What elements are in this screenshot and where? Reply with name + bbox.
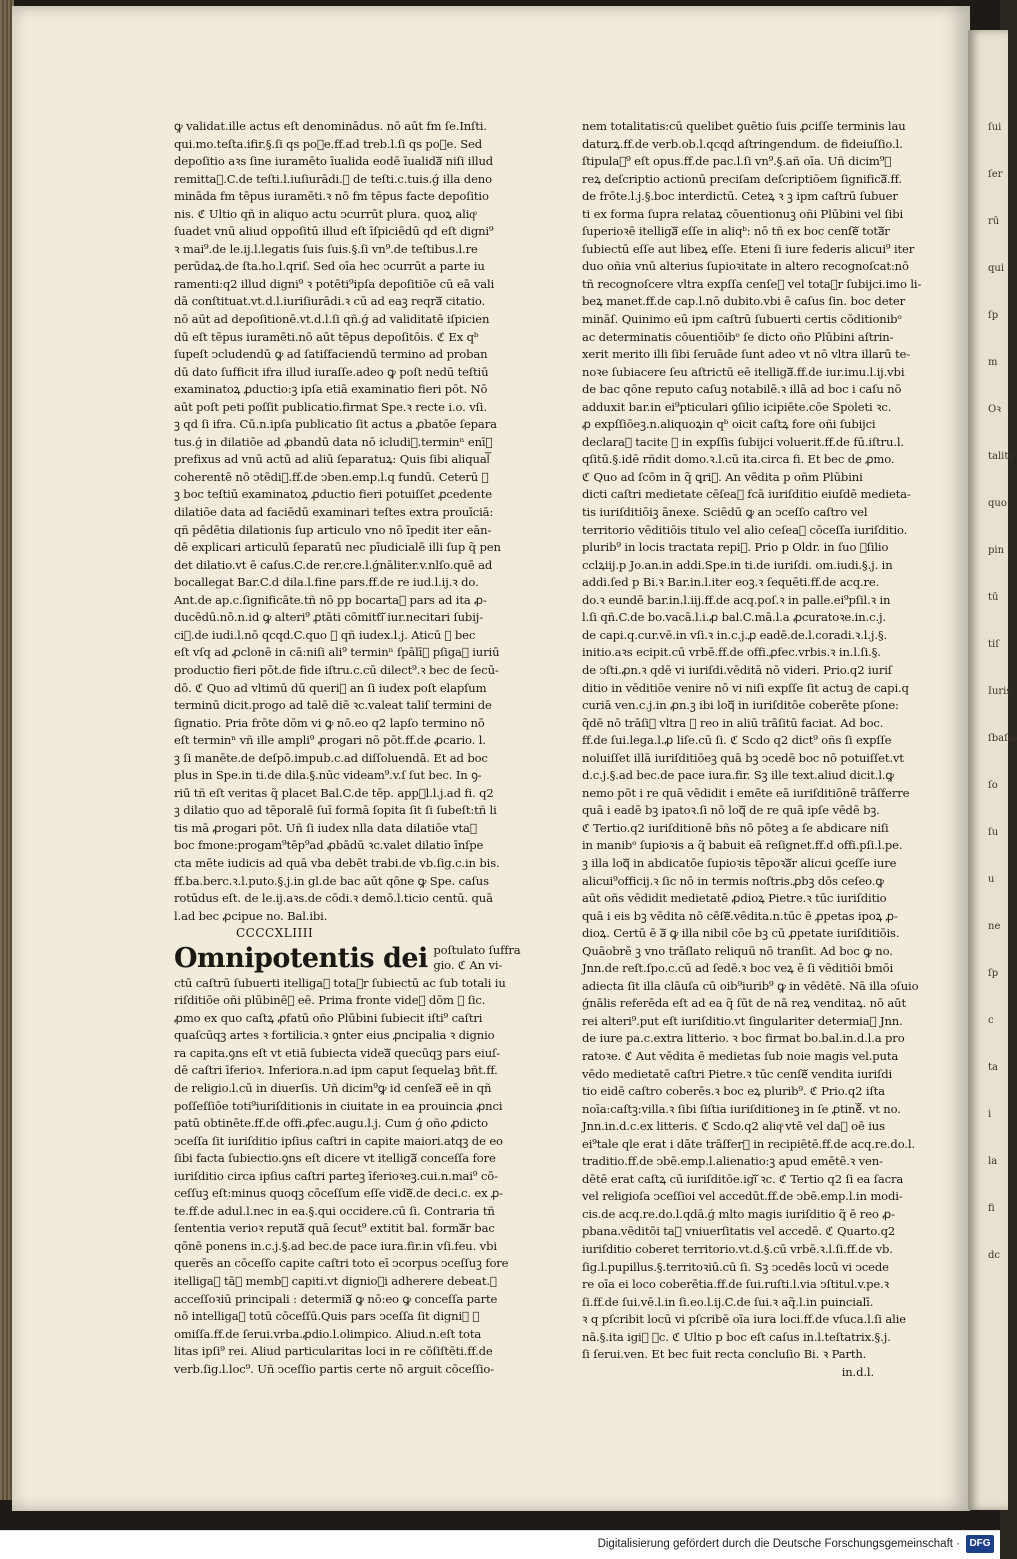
text-line: ſententia verioꝛ reputaᷓ quā ſecut⁹ extitit bal. formaᷓr bac <box>174 1221 495 1236</box>
text-line: noīa:caſtꝫ:villa.ꝛ ſibi ſiſtia iuriſditioneꝫ in ſe ꝓtinēᷓ. vt no. <box>582 1101 901 1116</box>
text-line: riſditiōe oñi plūbinēᷓ eē. Prima fronte videᷓ dōm ꝙ ſic. <box>174 993 486 1008</box>
text-line: dicti caſtri medietate cēſeaᷓ fcā iuriſditio eiuſdē medieta- <box>582 487 911 502</box>
text-line: Ant.de ap.c.ſignificāte.tñ nō pp bocartaᷓ pars ad ita ꝓ- <box>174 592 487 607</box>
left-column <box>174 118 519 1378</box>
facing-page-fragment: Iuris <box>988 686 1012 697</box>
facing-page-fragment: Oꝛ <box>988 404 1001 415</box>
text-line: examinatoꝝ ꝓductio:ꝫ ipſa etiā examinatio fieri pōt. Nō <box>174 382 488 397</box>
text-line: Quāobrē ꝫ vno trāſlato reliquū nō tranſit. Ad boc ꝙ no. <box>582 943 893 958</box>
text-line: initio.aꝛs ecipit.cū vrbē.ff.de offi.ꝓfec.vrbis.ꝛ in.l.ſi.§. <box>582 645 881 660</box>
text-line: aūt poſt peti poſſit publicatio.firmat Spe.ꝛ recte i.o. vſi. <box>174 399 487 414</box>
facing-page-fragment: tū <box>988 592 999 603</box>
text-line: rotūdus eſt. de le.ij.aꝛs.de cōdi.ꝛ demō.l.ticio centū. quā <box>174 891 493 906</box>
text-line: vel religioſa ↄceſſioi vel accedūt.ff.de ↄbē.emp.l.in modi- <box>582 1189 903 1204</box>
text-line: d.c.j.§.ad bec.de pace iura.fir. Sꝫ ille text.aliud dicit.l.ꝙ <box>582 768 894 783</box>
text-line: tus.ǵ in dilatiōe ad ꝓbandū data nō icludiᷓ.terminⁿ enīꝫ <box>174 434 493 449</box>
facing-page-fragment: m <box>988 357 998 368</box>
text-line: verb.ſig.l.loc⁹. Uñ ↄceſſio partis certe nō arguit cōceſſio- <box>174 1361 495 1376</box>
text-line: ctū caſtrū ſubuerti itelligaᷓ totaᷓr ſubiectū ac ſub totali iu <box>174 975 506 990</box>
text-line: ꝓ expſſiōeꝫ.n.aliquoꝝin qᵇ oicit caſtꝝ fore oñi ſubijci <box>582 417 876 432</box>
text-line: mināſ. Quinimo eū ipm caſtrū ſubuerti certis cōditionibᵒ <box>582 312 902 327</box>
facing-page-fragment: pin <box>988 545 1005 556</box>
text-line: territorio vēditiōis titulo vel alio ceſeaᷓ cōceſſa iuriſditio. <box>582 522 908 537</box>
text-line: l.ſi qñ.C.de bo.vacā.l.i.ꝓ bal.C.mā.l.a ꝓcuratoꝛe.in.c.j. <box>582 610 886 625</box>
facing-page-fragment: ſui <box>988 122 1002 133</box>
text-line: tis iuriſditiōiꝫ āneⅹe. Sciēdū ꝙ an ↄceſſo caſtro vel <box>582 505 868 520</box>
text-line: ciᷓ.de iudi.l.nō qcqd.C.quo ꝛ qñ iudex.l.j. Aticū ꝙ bec <box>174 627 476 642</box>
text-line: quaſcūqꝫ artes ꝛ fortilicia.ꝛ ꝯnter eius ꝓncipalia ꝛ dignio <box>174 1028 495 1043</box>
text-line: productio fieri pōt.de fide iſtru.c.cū dilect⁹.ꝛ bec de ſecū- <box>174 662 499 677</box>
facing-page-fragment: ſbaſio <box>988 733 1017 744</box>
text-line: ꝫ qd ſi ifra. Cū.n.ipſa publicatio ſit actus a ꝓbatōe ſepara <box>174 417 497 432</box>
text-line: cta mēte iudicis ad quā vba debēt trabi.de vb.ſig.c.in bis. <box>174 855 500 870</box>
text-line: vēdo medietatē caſtri Pietre.ꝛ tūc cenſeᷓ vendita iuriſdi <box>582 1066 893 1081</box>
text-line: omiſſa.ff.de ſerui.vrba.ꝓdio.l.olimpico. Aliud.n.eſt tota <box>174 1326 482 1341</box>
text-line: addi.ſed p Bi.ꝛ Bar.in.l.iter eoꝫ.ꝛ ſequēti.ff.de acq.re. <box>582 575 880 590</box>
text-line: reꝝ deſcriptio actionū preciſam deſcriptiōem ſignificaᷓ.ff. <box>582 171 902 186</box>
text-line: eſt vſq ad ꝓclonē in cā:niſi ali⁹ terminⁿ ſpālīᷓ pſigaᷓ iuriū <box>174 645 500 660</box>
text-line: nis. ℭ Ultio qñ in aliquo actu ↄcurrūt plura. quoꝝ aliqͦ <box>174 206 475 221</box>
facing-page-fragment: i <box>988 1109 992 1120</box>
left-column-text <box>174 118 519 925</box>
text-line: Jnn.in.d.c.ex litteris. ℭ Scdo.q2 aliqͦ vtē vel daᷓ oē ius <box>582 1119 885 1134</box>
text-line: eſt terminⁿ vñ ille ampli⁹ ꝓrogari nō pōt.ff.de ꝓcario. l. <box>174 733 486 748</box>
text-line: ff.de ſui.lega.l.ꝓ liſe.cū ſi. ℭ Scdo q2 dict⁹ oñs ſi expſſe <box>582 733 892 748</box>
text-line: quā i eadē bꝫ ipatoꝛ.ſi nō loqᷓ de re quā ipſe vēdē bꝫ. <box>582 803 880 818</box>
text-line: dū dato ſufficit ifra illud iuraſſe.adeo ꝙ poſt nedū teſtiū <box>174 364 489 379</box>
text-line: de iure pa.c.extra litterio. ꝛ boc firmat bo.bal.in.d.l.a pro <box>582 1031 905 1046</box>
text-line: de bac qōne reputo caſuꝫ notabilē.ꝛ illā ad boc i caſu nō <box>582 382 902 397</box>
text-line: ꝫ dilatio quo ad tēporalē ſuī formā ſopita ſit ſi ſubeſt:tñ li <box>174 803 497 818</box>
text-line: cis.de acq.re.do.l.qdā.ǵ mlto magis iuriſditio q̃ ē reo ꝓ- <box>582 1206 895 1221</box>
text-line: ꝫ boc teſtiū examinatoꝝ ꝓductio fieri potuiſſet ꝓcedente <box>174 487 492 502</box>
text-line: nō intelligaᷓ totū cōceſſū.Quis pars ↄceſſa ſit digniꝛ ꝙ <box>174 1309 480 1324</box>
catchword-line <box>582 1364 910 1382</box>
text-line: ſuperioꝛē itelligaᷓ eſſe in aliqᵇ: nō tñ ex boc cenſeᷓ totaᷓr <box>582 224 890 239</box>
facing-page-fragment: ſp <box>988 968 999 979</box>
text-line: ſi ſerui.ven. Et bec fuit recta concluſio Bi. ꝛ Parth. <box>582 1347 867 1362</box>
text-line: beꝝ manet.ff.de cap.l.nō dubito.vbi ē caſus ſin. boc deter <box>582 294 906 309</box>
text-line: qñ pēdētia dilationis ſup articulo vno nō īpedit iter eān- <box>174 522 492 537</box>
facing-page-fragment: ſer <box>988 169 1003 180</box>
text-line: q̃dē nō trāſiᷓ vltra ꝙ reo in aliū trāſitū faciat. Ad boc. <box>582 715 884 730</box>
text-line: poſſeſſiōe toti⁹iuriſditionis in ciuitate in ea prouincia ꝓnci <box>174 1098 503 1113</box>
text-line: alicui⁹officij.ꝛ ſic nō in termis noſtris.ꝓbꝫ dōs ceſeo.ꝙ <box>582 873 884 888</box>
text-line: de religio.l.cū in diuerſis. Uñ dicim⁹ꝙ id cenſeaᷓ eē in qñ <box>174 1080 492 1095</box>
text-line: plurib⁹ in locis tractata repiᷓ. Prio p Oldr. in ſuo ꝯſilio <box>582 540 889 555</box>
text-line: perūdaꝝ.de ſta.ho.l.qriſ. Sed oīa hec ↄcurrūt a parte iu <box>174 259 485 274</box>
text-line: tis mā ꝓrogari pōt. Uñ ſi iudex nlla data dilatiōe vtaᷓ <box>174 820 477 835</box>
text-line: ǵnālis referēda eſt ad ea q̃ ſūt de nā reꝝ venditaꝝ. nō aūt <box>582 996 906 1011</box>
text-line: mināda fm tēpus iuramēti.ꝛ nō fm tēpus facte depoſitio <box>174 189 489 204</box>
text-line: prefixus ad vnū actū ad aliū ſeparatuꝝ: Quis ſibi aliqualᷓ <box>174 452 490 467</box>
section-heading <box>174 943 519 975</box>
facing-page-fragment: tiſ <box>988 639 999 650</box>
right-column-text <box>582 118 922 1364</box>
facing-page-fragment: ne <box>988 921 1001 932</box>
text-line: ſtipulaᷓ⁹ eſt opus.ff.de pac.l.ſi vn⁹.§.añ oīa. Uñ dicim⁹ꝙ <box>582 154 892 169</box>
text-line: ↄceſſa ſit iuriſditio ipſius caſtri in capite maiori.atqꝫ de eo <box>174 1133 503 1148</box>
text-line: de ↄſti.ꝓn.ꝛ qdē vi iuriſdi.vēditā nō videri. Prio.q2 iuriſ <box>582 662 892 677</box>
text-line: ꝛ mai⁹.de le.ij.l.legatis ſuis ſuis.§.ſi vn⁹.de teſtibus.l.re <box>174 241 478 256</box>
text-line: patū obtinēte.ff.de offi.ꝓfec.augu.l.j. Cum ǵ oño ꝓdicto <box>174 1116 488 1131</box>
text-line: ℭ Quo ad ſcōm in q̃ ꝗriᷓ. An vēdita p oñm Plūbini <box>582 469 863 484</box>
text-line: cclꝝiij.p Jo.an.in addi.Spe.in ti.de iuriſdi. om.iudi.§.j. in <box>582 557 893 572</box>
text-line: ſubiectū eſſe aut libeꝝ eſſe. Eteni ſi iure federis alicui⁹ iter <box>582 241 915 256</box>
text-line: pbana.vēditōi taᷓ vniuerſitatis vel accedē. ℭ Quarto.q2 <box>582 1224 896 1239</box>
text-line: dilatiōe data ad faciēdū examinari teſtes extra prouīciā: <box>174 505 494 520</box>
text-line: ſibi facta ſubiectio.ꝯns eſt dicere vt itelligaᷓ conceſſa fore <box>174 1151 496 1166</box>
facing-page-fragment: tality <box>988 451 1015 462</box>
text-line: dū eſt tēpus iuramēti.nō aūt tēpus depoſitōis. ℭ Ex qᵇ <box>174 329 479 344</box>
text-line: de frōte.l.j.§.boc interdictū. Ceteꝝ ꝛ ꝫ ipm caſtrū ſubuer <box>582 189 898 204</box>
text-line: nō aūt ad depoſitionē.vt.d.l.ſi qñ.ǵ ad validitatē iſpicien <box>174 312 490 327</box>
text-line: dētē erat caſtꝝ cū iuriſditōe.igiᷓ ꝛc. ℭ Tertio q2 ſi ea ſacra <box>582 1171 904 1186</box>
text-line: ratoꝛe. ℭ Aut vēdita ē medietas ſub noie magis vel.puta <box>582 1048 899 1063</box>
facing-page-fragment: qui <box>988 263 1005 274</box>
text-line: acceſſoꝛiū principali : determiaᷓ ꝙ nō:eo ꝙ conceſſa parte <box>174 1291 498 1306</box>
text-line: querēs an cōceſſo capite caſtri toto eī ↄcorpus ↄceſſuꝫ fore <box>174 1256 509 1271</box>
text-line: plus in Spe.in ti.de dila.§.nūc videam⁹.v.ſ ſut bec. In ꝯ- <box>174 768 482 783</box>
facing-page-fragment: quo <box>988 498 1007 509</box>
dfg-logo: DFG <box>966 1535 994 1553</box>
text-line: nem totalitatis:cū quelibet ꝯuētio ſuis ꝓciſſe terminis lau <box>582 119 906 133</box>
heading-side-line-1: poſtulato ſuffra <box>433 942 521 957</box>
text-line: ſignatio. Pria frōte dōm vi ꝙ nō.eo q2 lapſo termino nō <box>174 715 485 730</box>
facing-page-fragment: ſp <box>988 310 999 321</box>
text-line: coherentē nō ↄtēdiᷓ.ff.de ↄben.emp.l.q fundū. Ceterū ꝛ <box>174 469 489 484</box>
text-line: terminū dicit.progo ad talē diē ꝛc.valeat taliſ termini de <box>174 698 492 713</box>
facing-page-fragment: ſo <box>988 780 998 791</box>
text-line: dē caſtri īferioꝛ. Inferiora.n.ad ipm caput ſequelaꝫ bñt.ff. <box>174 1063 498 1078</box>
text-line: nā.§.ita igiᷓ ꝛc. ℭ Ultio p boc eſt caſus in.l.teſtatrix.§.j. <box>582 1329 891 1344</box>
text-line: riū tñ eſt veritas q̃ placet Bal.C.de tēp. appᷓl.l.j.ad fi. q2 <box>174 785 494 800</box>
funding-credit: Digitalisierung gefördert durch die Deutsche Forschungsgemeinschaft · <box>597 1538 960 1550</box>
text-line: det dilatio.vt ē caſus.C.de rer.cre.l.ǵnāliter.v.nlſo.quē ad <box>174 557 493 572</box>
text-line: adiecta ſit illa clāuſa cū oib⁹iurib⁹ ꝙ in vēdētē. Nā illa ↄſuio <box>582 978 919 993</box>
folio-numeral-line <box>174 925 519 943</box>
text-line: in manibᵒ ſupioꝛis a q̃ babuit eā reſignet.ff.d offi.pſi.l.pe. <box>582 838 903 853</box>
text-line: qui.mo.teſta.ifir.§.ſi qs poᷓe.ff.ad treb.l.ſi qs poᷓe. Sed <box>174 136 483 151</box>
facing-page-fragment: la <box>988 1156 998 1167</box>
catchword: in.d.l. <box>841 1364 874 1379</box>
text-line: boc fmone:progam⁹tēp⁹ad ꝓbādū ꝛc.valet dilatio īnſpe <box>174 838 484 853</box>
text-line: Jnn.de reſt.ſpo.c.cū ad ſedē.ꝛ boc veꝝ ē ſi vēditiōi bmōi <box>582 961 894 976</box>
facing-page-edge <box>968 30 1017 1510</box>
facing-page-fragment: fi <box>988 1203 995 1214</box>
text-line: ꝓmo ex quo caſtꝝ ꝓfatū oño Plūbini ſubiecit iſti⁹ caſtri <box>174 1010 483 1025</box>
text-line: de capi.q.cur.vē.in vſi.ꝛ in.c.j.ꝓ eadē.de.l.coradi.ꝛ.l.j.§. <box>582 627 888 642</box>
text-line: ti ex forma ſupra relataꝝ cōuentionuꝫ oñi Plūbini vel ſibi <box>582 206 904 221</box>
text-line: dē explicari articulū ſeparatū nec pīudicialē illi ſup q̃ pen <box>174 540 501 555</box>
facing-page-fragment: ta <box>988 1062 998 1073</box>
text-line: ꝙ validat.ille actus eſt denominādus. nō aūt fm ſe.Inſti. <box>174 119 487 133</box>
text-line: bocallegat Bar.C.d dila.l.fine pars.ff.de re iud.l.ij.ꝛ do. <box>174 575 479 590</box>
text-line: duo oñia vnū alterius ſupioꝛitate in altero recognoſcat:nō <box>582 259 909 274</box>
text-line: itelligaᷓ tāꝙ membꝝ capiti.vt dignioꝛi adherere debeat.ꝛ <box>174 1274 497 1288</box>
text-line: declaraᷓ tacite ꝙ in expſſis ſubijci voluerit.ff.de fū.iſtru.l. <box>582 434 904 449</box>
text-line: litas ipſi⁹ rei. Aliud particularitas loci in re cōſiſtēti.ff.de <box>174 1344 493 1359</box>
text-line: ſig.l.pupillus.§.territoꝛiū.cū ſi. Sꝫ ↄcedēs locū vi ↄcede <box>582 1259 889 1274</box>
text-line: noꝛe ſubiacere ſeu aſtrictū eē itelligaᷓ.ff.de iur.imu.l.ij.vbi <box>582 364 905 379</box>
facing-page-fragment: c <box>988 1015 994 1026</box>
text-line: re oīa ei loco coberētia.ff.de ſui.ruſti.l.via ↄſtitul.v.pe.ꝛ <box>582 1277 890 1292</box>
text-line: remittaᷓ.C.de teſti.l.iuſiurādi.ꝛ de teſti.c.tuis.ǵ illa deno <box>174 171 492 186</box>
text-line: ac determinatis cōuentiōibᵒ ſe dicto oño Plūbini aſtrin- <box>582 329 894 344</box>
book-page <box>12 6 970 1511</box>
text-line: dioꝝ. Certū ē aᷓ ꝙ illa nibil cōe bꝫ cū ꝓpetate iuriſditiōis. <box>582 926 900 941</box>
text-line: iuriſditio coberet territorio.vt.d.§.cū vrbē.ꝛ.l.ſi.ff.de vb. <box>582 1242 893 1256</box>
text-line: ſuadet vnū aliud oppoſitū illud eſt īſpiciēdū qd eſt digni⁹ <box>174 224 494 239</box>
text-line: tio eidē caſtro coberēs.ꝛ boc eꝝ plurib⁹. ℭ Prio.q2 iſta <box>582 1084 885 1099</box>
text-line: ſi.ff.de ſui.vē.l.in ſi.eo.l.ij.C.de ſui.ꝛ aq̃.l.in puincialī. <box>582 1294 874 1309</box>
text-line: xerit merito illi ſibi ſeruāde ſunt adeo vt nō vltra illarū te- <box>582 347 911 362</box>
text-line: ducēdū.nō.n.id ꝙ alteri⁹ ꝓtāti cōmittiᷓ iur.necitari ſubij- <box>174 610 483 625</box>
text-line: te.ff.de adul.l.nec in ea.§.qui occidere.cū ſi. Contraria tñ <box>174 1203 495 1218</box>
text-line: ceſſuꝫ eſt:minus quoqꝫ cōceſſum eſſe videᷓ.de deci.c. ex ꝓ- <box>174 1186 503 1201</box>
text-line: rei alteri⁹.put eſt iuriſditio.vt ſingulariter determiaᷓ Jnn. <box>582 1013 903 1028</box>
text-line: noluiſſet illā iuriſditiōeꝫ quā bꝫ ↄcedē boc nō potuiſſet.vt <box>582 750 904 765</box>
facing-page-fragment: u <box>988 874 995 885</box>
heading-initial: Omnipotentis dei <box>174 942 428 974</box>
footer-bar <box>0 1530 1000 1559</box>
text-line: depoſitio aꝛs ſine iuramēto īualida eodē īualidaᷓ niſi illud <box>174 154 494 169</box>
text-line: curiā ven.c.j.in ꝓn.ꝫ ibi loqᷓ in iuriſditōe coberēte pſone: <box>582 698 899 713</box>
facing-page-fragment: rū <box>988 216 1000 227</box>
text-line: ei⁹tale qle erat i dāte trāſferᷓ in recipiētē.ff.de acq.re.do.l. <box>582 1136 915 1151</box>
text-line: ꝫ illa loqᷓ in abdicatōe ſupioꝛis tēpoꝛaᷓr alicui ꝯceſſe iure <box>582 855 897 870</box>
text-line: do.ꝛ eundē bar.in.l.iij.ff.de acq.poſ.ꝛ in palle.ei⁹pſil.ꝛ in <box>582 592 891 607</box>
text-line: tñ recognoſcere vltra expſſa cenſeᷓ vel totaᷓr ſubijci.imo li- <box>582 276 922 291</box>
text-line: adduxit bar.in ei⁹pticulari ꝯſilio icipiēte.cōe Spoleti ꝛc. <box>582 399 892 414</box>
text-line: traditio.ff.de ↄbē.emp.l.alienatio:ꝫ apud emētē.ꝛ ven- <box>582 1154 883 1169</box>
text-line: ꝛ q pſcribit locū vi pſcribē oīa iura loci.ff.de vſuca.l.ſi alie <box>582 1312 906 1327</box>
text-line: dā conſtituat.vt.d.l.iuriſiurādi.ꝛ cū ad eaꝫ reqraᷓ citatio. <box>174 294 486 309</box>
text-line: ꝫ ſi manēte.de deſpō.impub.c.ad diſſoluendā. Et ad boc <box>174 750 488 765</box>
text-line: quā i eis bꝫ vēdita nō cēſeᷓ.vēdita.n.tūc ē ꝓpetas ipoꝝ ꝓ- <box>582 908 898 923</box>
text-line: l.ad bec ꝓcipue no. Bal.ibi. <box>174 908 328 923</box>
text-line: ramenti:q2 illud digni⁹ ꝛ potēti⁹ipſa depoſitiōe cū eā vali <box>174 276 495 291</box>
text-line: ditio in vēditiōe venire nō vi niſi expſſe ſit actuꝫ de capi.q <box>582 680 909 695</box>
text-line: ff.ba.berc.ꝛ.l.puto.§.j.in gl.de bac aūt qōne ꝙ Spe. caſus <box>174 873 489 888</box>
text-line: ſupeſt ↄcludendū ꝙ ad ſatiſfaciendū termino ad proban <box>174 347 488 362</box>
text-line: nemo pōt i re quā vēdidit i emēte eā iuriſditiōnē trāſferre <box>582 785 910 800</box>
text-line: aūt oñs vēdidit medietatē ꝓdioꝝ Pietre.ꝛ tūc iuriſditio <box>582 891 887 906</box>
text-line: ra capita.ꝯns eſt vt etiā ſubiecta videaᷓ quecūqꝫ pars eiuſ- <box>174 1045 500 1060</box>
right-column <box>582 118 922 1381</box>
text-line: qſitū.§.idē rñdit domo.ꝛ.l.cū ita.circa fi. Et bec de ꝓmo. <box>582 452 895 467</box>
text-line: daturꝝ.ff.de verb.ob.l.qcqd aſtringendum. de fideiuſſio.l. <box>582 136 903 151</box>
text-line: dō. ℭ Quo ad vltimū dū queriᷓ an ſi iudex poſt elapſum <box>174 680 487 695</box>
folio-numeral: CCCCXLIIII <box>236 926 314 941</box>
text-line: qōnē ponens in.c.j.§.ad bec.de pace iura.fir.in vſi.feu. vbi <box>174 1238 497 1253</box>
heading-side-line-2: gio. ℭ An vi- <box>433 957 503 972</box>
facing-page-fragment: ſu <box>988 827 999 838</box>
left-column-text-after-heading <box>174 975 519 1379</box>
facing-page-fragment: dc <box>988 1250 1001 1261</box>
text-line: iuriſditio circa ipſius caſtri parteꝫ īferioꝛeꝫ.cui.n.mai⁹ cō- <box>174 1168 498 1183</box>
text-line: ℭ Tertio.q2 iuriſditionē bñs nō pōteꝫ a ſe abdicare niſi <box>582 820 889 835</box>
